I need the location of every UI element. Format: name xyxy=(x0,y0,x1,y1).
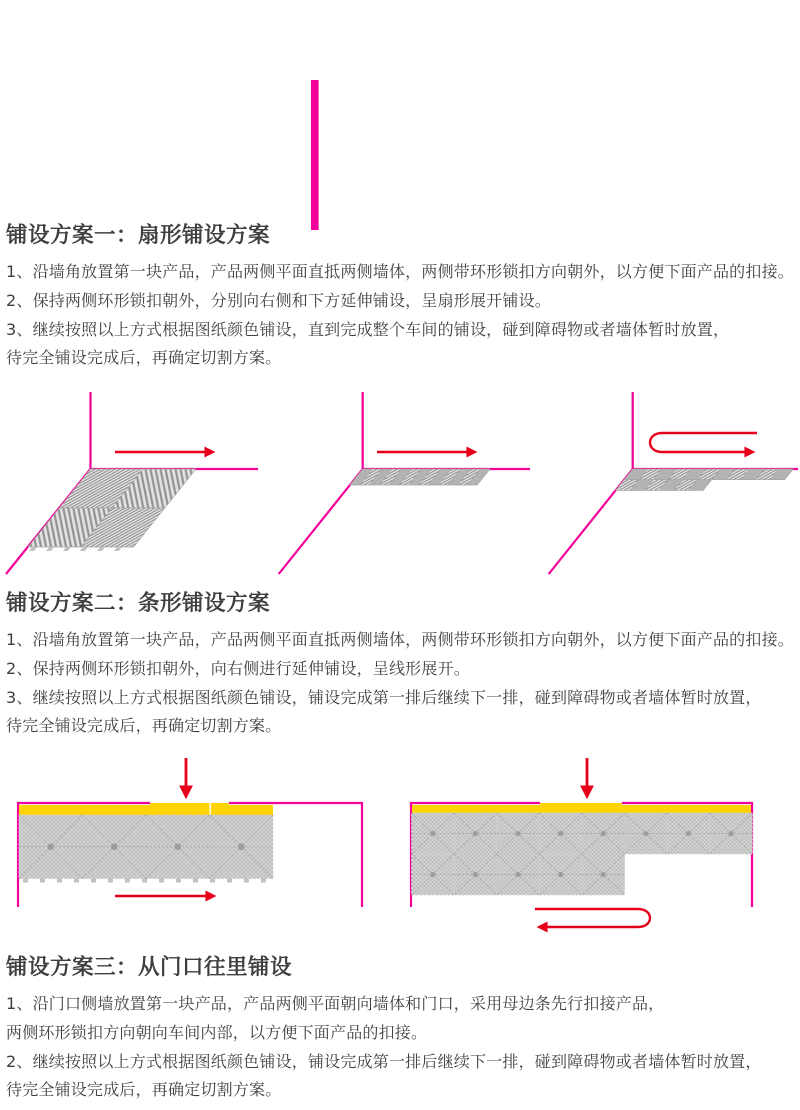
wall-lines xyxy=(633,392,798,469)
instruction-line: 两侧环形锁扣方向朝向车间内部，以方便下面产品的扣接。 xyxy=(6,1022,428,1042)
wall-lines xyxy=(91,392,259,469)
diagram-row-fan-layout xyxy=(0,0,800,230)
section-title: 铺设方案一：扇形铺设方案 xyxy=(6,223,271,248)
edge-strip-joint xyxy=(210,803,211,815)
section-plan-3 xyxy=(6,950,800,1105)
tile-grid xyxy=(350,469,490,485)
instruction-line: 2、保持两侧环形锁扣朝外，分别向右侧和下方延伸铺设，呈扇形展开铺设。 xyxy=(6,290,551,310)
instruction-line: 待完全铺设完成后，再确定切割方案。 xyxy=(6,716,282,736)
section-plan-2 xyxy=(6,586,800,741)
instruction-line: 3、继续按照以上方式根据图纸颜色铺设，铺设完成第一排后继续下一排，碰到障碍物或者墙体暂时放置， xyxy=(6,687,762,707)
tile-grid xyxy=(19,815,273,881)
diagram-row-door-layout xyxy=(0,755,800,940)
arrow-uturn-left-icon xyxy=(535,909,650,927)
tile-grid xyxy=(412,813,753,895)
instruction-line: 1、沿墙角放置第一块产品，产品两侧平面直抵两侧墙体，两侧带环形锁扣方向朝外，以方便下面产品的扣接。 xyxy=(6,262,794,281)
wall-lines xyxy=(363,392,530,469)
instruction-line: 待完全铺设完成后，再确定切割方案。 xyxy=(6,348,282,368)
diagram-door-step-2 xyxy=(411,758,752,927)
diagram-fan-step-1 xyxy=(21,80,800,230)
instruction-line: 2、保持两侧环形锁扣朝外，向右侧进行延伸铺设，呈线形展开。 xyxy=(6,658,470,678)
section-title: 铺设方案二：条形铺设方案 xyxy=(6,591,271,616)
instruction-line: 1、沿门口侧墙放置第一块产品，产品两侧平面朝向墙体和门口，采用母边条先行扣接产品， xyxy=(6,994,665,1013)
section-plan-1 xyxy=(6,218,800,373)
diagram-strip-step-1 xyxy=(6,392,258,574)
edge-strip xyxy=(19,805,273,815)
instruction-line: 待完全铺设完成后，再确定切割方案。 xyxy=(6,1080,282,1100)
edge-strip-door xyxy=(150,803,229,815)
diagram-row-strip-layout xyxy=(0,380,800,590)
tile-grid xyxy=(27,469,197,549)
section-title: 铺设方案三：从门口往里铺设 xyxy=(6,955,293,980)
arrow-uturn-right-icon xyxy=(650,433,757,452)
instruction-line: 2、继续按照以上方式根据图纸颜色铺设，铺设完成第一排后继续下一排，碰到障碍物或者墙体暂时放置， xyxy=(6,1051,762,1071)
edge-strip-door xyxy=(540,803,622,813)
wall-lines xyxy=(315,80,800,230)
diagram-door-step-1 xyxy=(18,758,362,907)
diagram-strip-step-2 xyxy=(279,392,530,574)
instruction-line: 1、沿墙角放置第一块产品，产品两侧平面直抵两侧墙体，两侧带环形锁扣方向朝外，以方便下面产品的扣接。 xyxy=(6,630,794,649)
tile-grid xyxy=(616,469,794,490)
diagram-strip-step-3 xyxy=(549,392,798,574)
instruction-line: 3、继续按照以上方式根据图纸颜色铺设，直到完成整个车间的铺设，碰到障碍物或者墙体暂时放置， xyxy=(6,319,730,339)
